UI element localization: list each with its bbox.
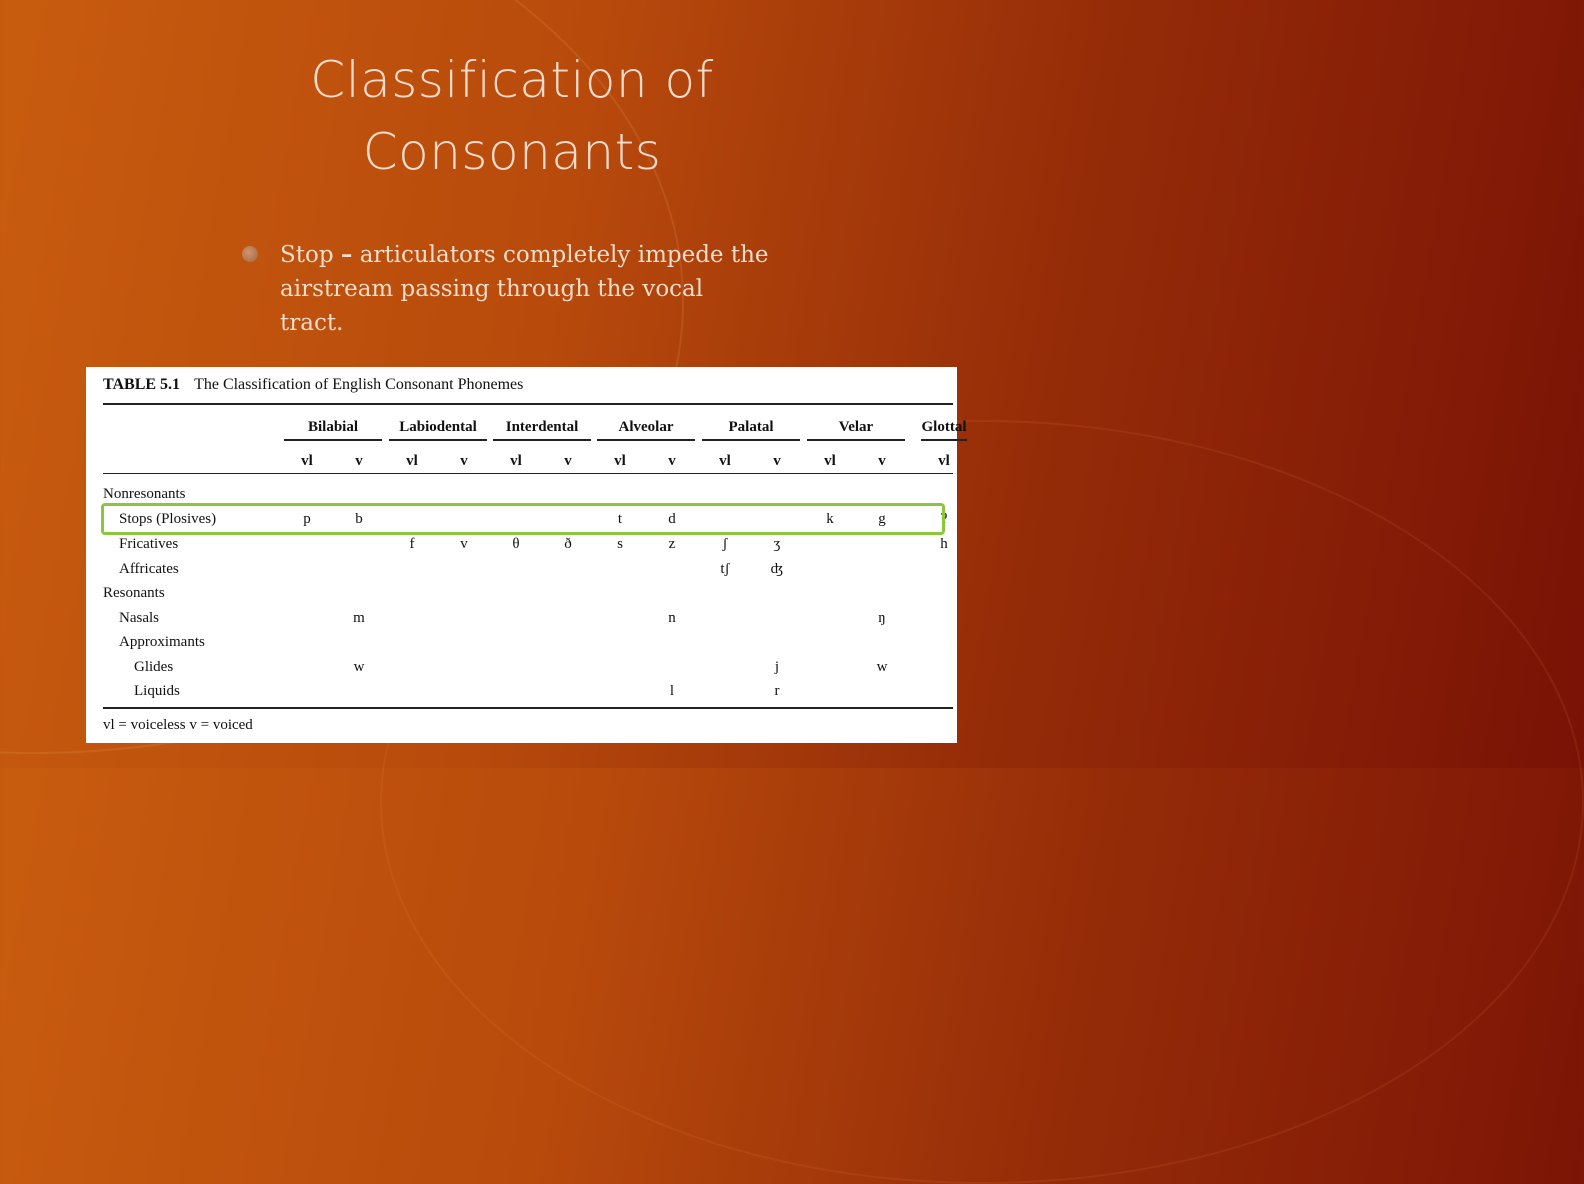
column-group-header: Labiodental xyxy=(389,419,487,441)
voicing-subheader: vl xyxy=(719,453,731,469)
table-cell: h xyxy=(940,536,948,552)
table-footnote: vl = voiceless v = voiced xyxy=(103,717,253,733)
slide-title-line: Classification of xyxy=(310,51,714,109)
voicing-subheader: v xyxy=(878,453,886,469)
bullet-point xyxy=(240,238,770,340)
table-caption xyxy=(103,376,523,394)
bullet-description: articulators completely impede the airstream passing through the vocal tract. xyxy=(280,242,769,336)
table-caption-title: The Classification of English Consonant Phonemes xyxy=(194,376,524,393)
voicing-subheader: v xyxy=(355,453,363,469)
table-number: TABLE 5.1 xyxy=(103,376,181,393)
table-cell: l xyxy=(669,683,675,699)
table-cell: s xyxy=(617,536,623,552)
table-row-label: Fricatives xyxy=(119,536,179,552)
table-cell: t xyxy=(617,511,623,527)
table-cell: θ xyxy=(512,536,520,552)
table-cell: n xyxy=(668,610,676,626)
table-cell: ʃ xyxy=(722,536,728,552)
table-row-label: Approximants xyxy=(119,634,205,650)
table-cell: w xyxy=(876,659,888,675)
voicing-subheader: v xyxy=(564,453,572,469)
column-group-header: Alveolar xyxy=(597,419,695,441)
table-cell: ʒ xyxy=(773,536,781,552)
slide-title-line: Consonants xyxy=(362,123,662,181)
column-group-header: Velar xyxy=(807,419,905,441)
table-cell: r xyxy=(774,683,780,699)
column-group-header: Palatal xyxy=(702,419,800,441)
table-cell: ʔ xyxy=(940,511,948,527)
table-row-label: Resonants xyxy=(103,585,165,601)
table-cell: z xyxy=(668,536,676,552)
table-rule xyxy=(103,403,953,405)
table-cell: ʤ xyxy=(770,561,784,577)
table-cell: ð xyxy=(564,536,572,552)
voicing-subheader: vl xyxy=(406,453,418,469)
table-row-label: Liquids xyxy=(134,683,180,699)
voicing-subheader: v xyxy=(460,453,468,469)
column-group-header: Glottal xyxy=(921,419,967,441)
table-cell: f xyxy=(409,536,415,552)
voicing-subheader: v xyxy=(773,453,781,469)
bullet-text xyxy=(280,238,770,340)
table-cell: v xyxy=(460,536,468,552)
table-cell: b xyxy=(355,511,363,527)
consonant-table-image xyxy=(86,367,967,743)
table-row-label: Affricates xyxy=(119,561,179,577)
table-cell: w xyxy=(353,659,365,675)
stops-row-highlight xyxy=(101,503,945,535)
table-row-label: Glides xyxy=(134,659,174,675)
table-cell: p xyxy=(303,511,311,527)
column-group-header: Bilabial xyxy=(284,419,382,441)
table-cell: j xyxy=(774,659,780,675)
voicing-subheader: vl xyxy=(301,453,313,469)
table-cell: tʃ xyxy=(720,561,730,577)
voicing-subheader: vl xyxy=(824,453,836,469)
bullet-icon xyxy=(242,246,258,262)
table-rule xyxy=(103,473,953,474)
voicing-subheader: vl xyxy=(938,453,950,469)
bullet-dash: – xyxy=(340,241,353,268)
table-cell: g xyxy=(878,511,886,527)
table-rule xyxy=(103,707,953,709)
column-group-header: Interdental xyxy=(493,419,591,441)
table-row-label: Stops (Plosives) xyxy=(119,511,217,527)
voicing-subheader: vl xyxy=(510,453,522,469)
table-row-label: Nasals xyxy=(119,610,159,626)
bullet-term: Stop xyxy=(280,242,334,268)
table-cell: k xyxy=(826,511,834,527)
voicing-subheader: vl xyxy=(614,453,626,469)
table-cell: m xyxy=(353,610,365,626)
table-row-label: Nonresonants xyxy=(103,486,186,502)
table-cell: d xyxy=(668,511,676,527)
slide-title xyxy=(0,44,1024,188)
table-cell: ŋ xyxy=(878,610,886,626)
voicing-subheader: v xyxy=(668,453,676,469)
